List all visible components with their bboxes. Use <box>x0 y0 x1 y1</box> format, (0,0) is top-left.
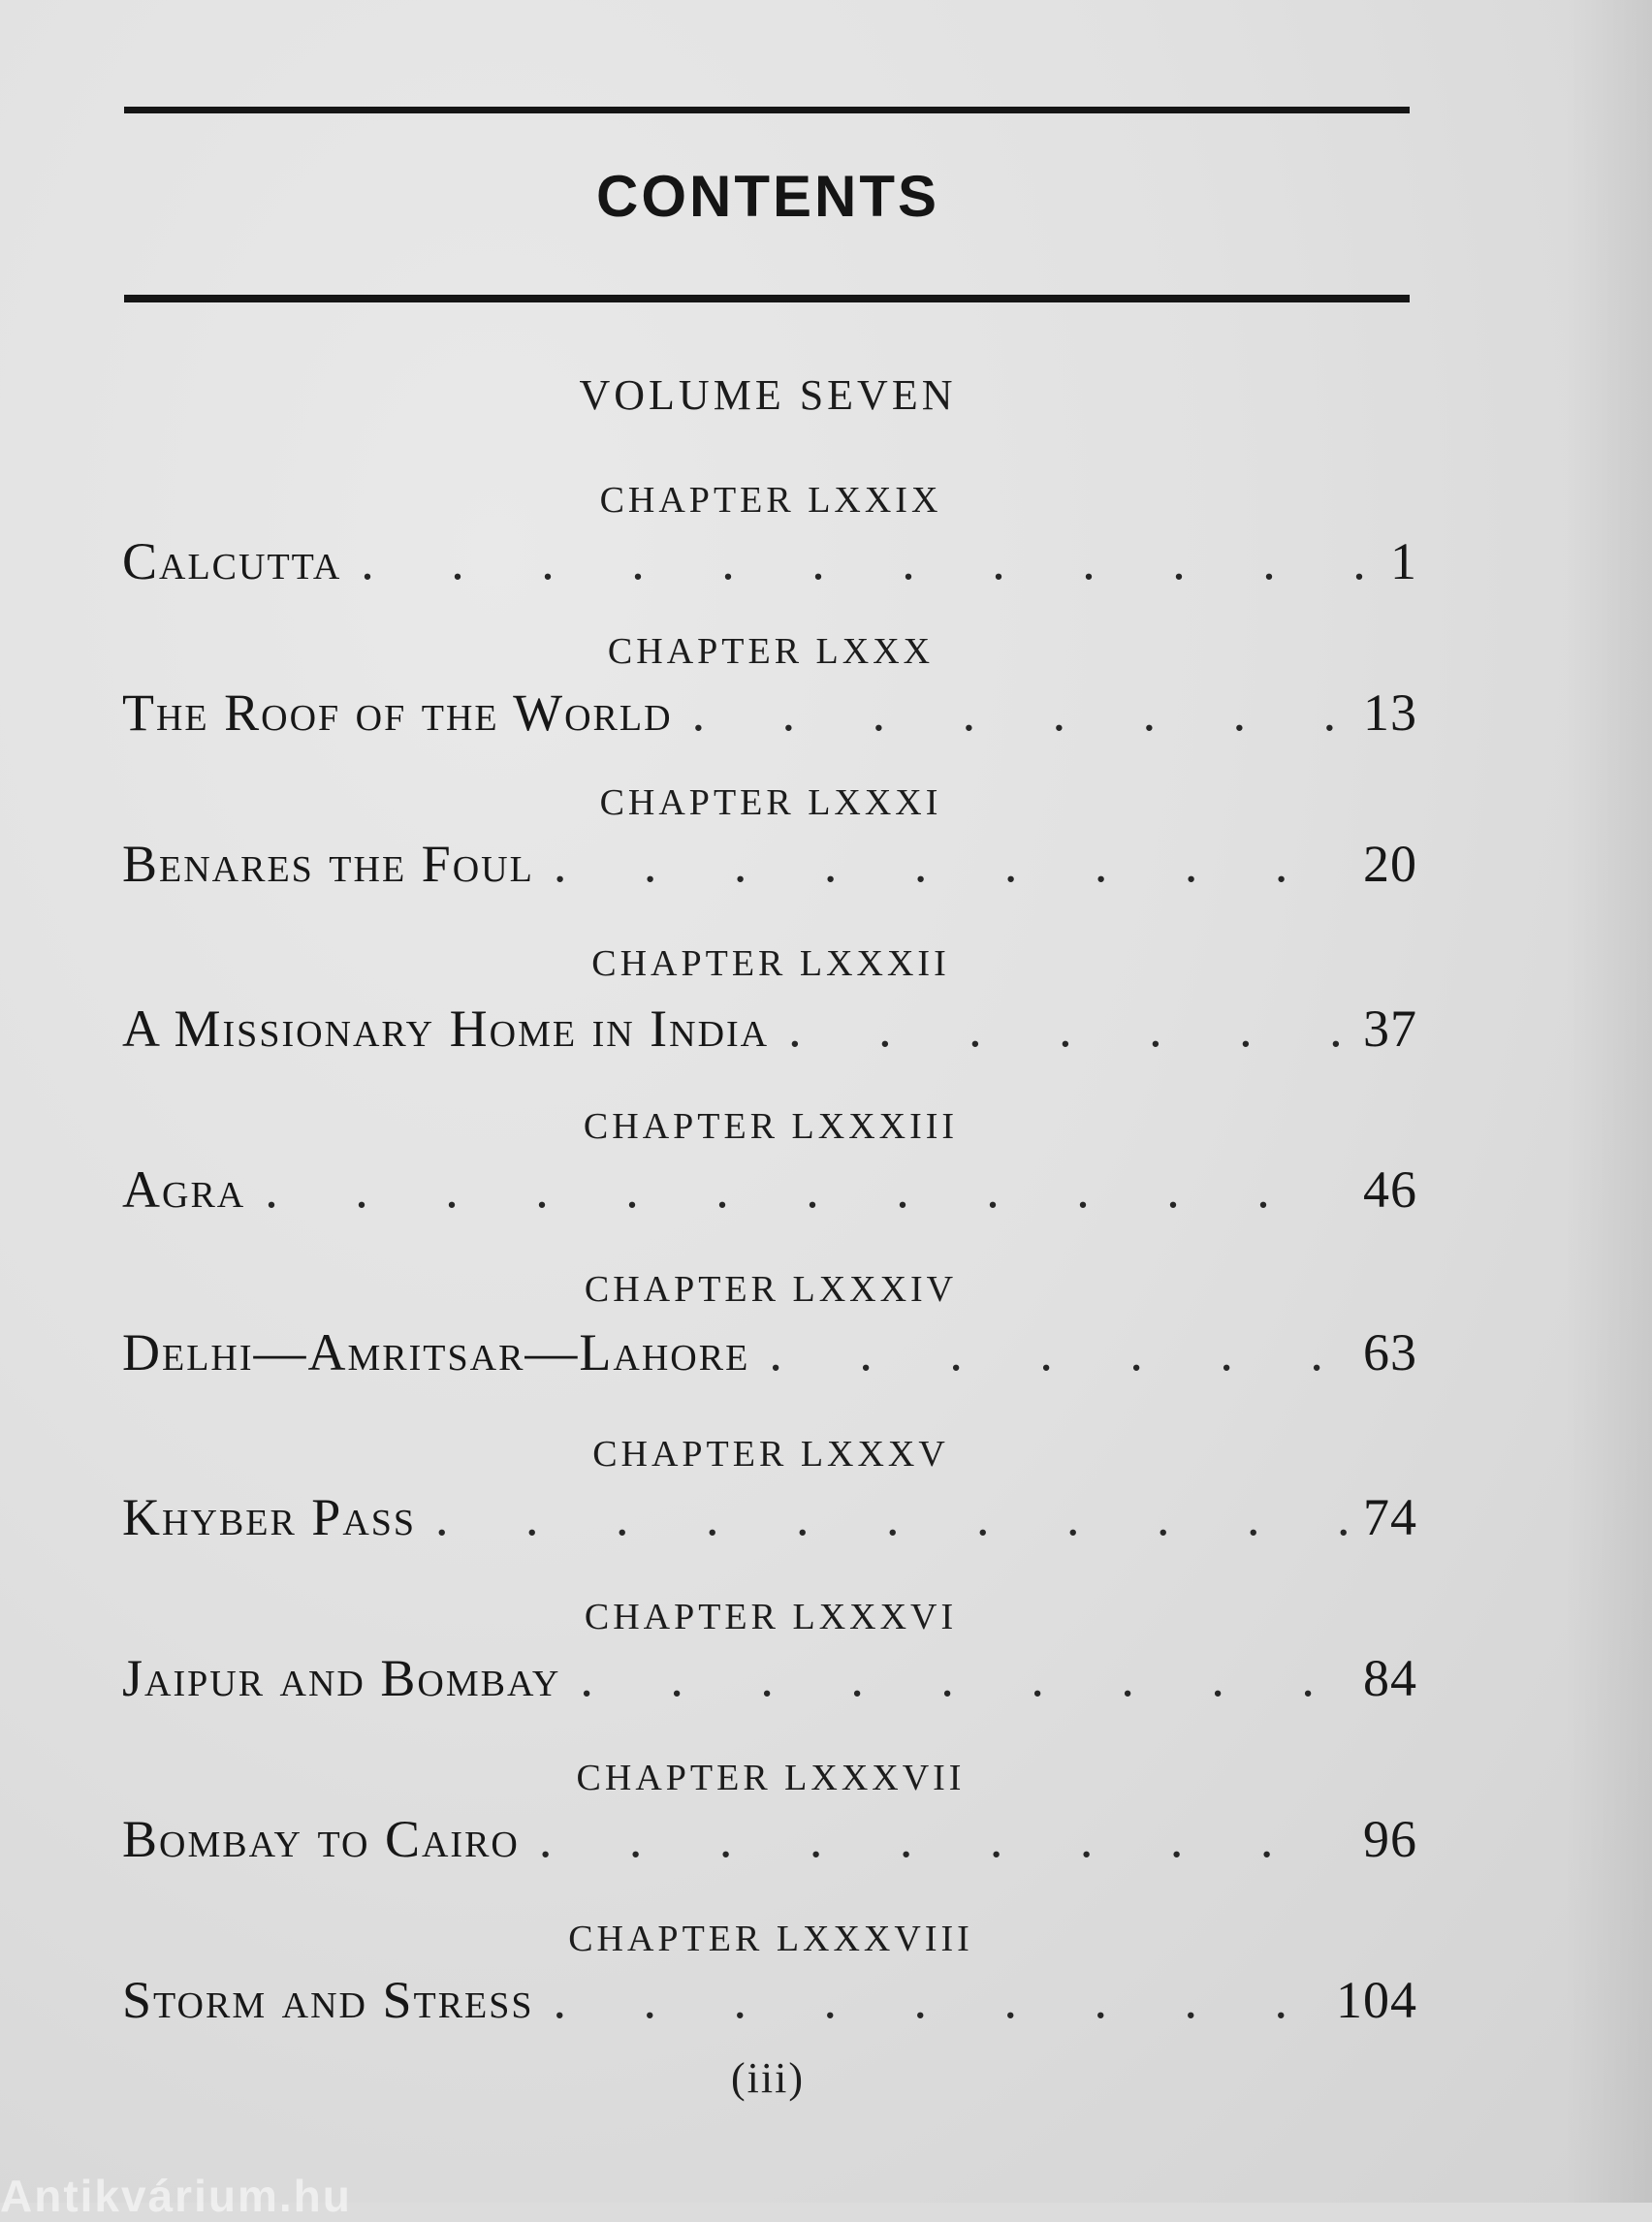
page-folio: (iii) <box>731 2054 805 2102</box>
dot-leader <box>554 834 1350 894</box>
toc-entry-title: Calcutta <box>122 532 342 590</box>
dot-leader <box>361 531 1377 591</box>
toc-entry-title: Benares the Foul <box>122 835 534 893</box>
dot-leader <box>435 1487 1350 1547</box>
toc-entry-page: 1 <box>1390 532 1417 590</box>
toc-entry[interactable] <box>122 1648 1417 1706</box>
chapter-heading: CHAPTER LXXXV <box>592 1434 949 1475</box>
toc-entry[interactable] <box>122 1487 1417 1545</box>
toc-entry[interactable] <box>122 999 1417 1057</box>
volume-heading: VOLUME SEVEN <box>579 371 957 419</box>
chapter-heading: CHAPTER LXXXII <box>591 943 950 984</box>
toc-entry-page: 63 <box>1363 1323 1417 1381</box>
dot-leader <box>580 1648 1350 1708</box>
top-rule <box>124 107 1410 113</box>
toc-entry[interactable] <box>122 1159 1417 1218</box>
toc-entry-title: Agra <box>122 1160 246 1219</box>
toc-entry-title: Bombay to Cairo <box>122 1810 520 1868</box>
toc-entry-title: Jaipur and Bombay <box>122 1649 561 1707</box>
chapter-heading: CHAPTER LXXXIII <box>583 1106 959 1147</box>
toc-entry[interactable] <box>122 531 1417 589</box>
toc-entry-title: A Missionary Home in India <box>122 1000 770 1058</box>
toc-entry-page: 74 <box>1363 1488 1417 1546</box>
dot-leader <box>692 682 1350 743</box>
toc-entry-title: Storm and Stress <box>122 1971 534 2029</box>
chapter-heading: CHAPTER LXXIX <box>599 480 942 521</box>
watermark: Antikvárium.hu <box>0 2171 352 2221</box>
chapter-heading: CHAPTER LXXXVIII <box>568 1919 973 1959</box>
toc-entry[interactable] <box>122 834 1417 892</box>
toc-entry-title: The Roof of the World <box>122 683 673 742</box>
toc-entry[interactable] <box>122 1322 1417 1381</box>
toc-entry-page: 20 <box>1363 835 1417 893</box>
chapter-heading: CHAPTER LXXXIV <box>584 1269 958 1310</box>
page-edge-shadow <box>1565 0 1652 2203</box>
dot-leader <box>265 1159 1350 1220</box>
toc-entry-page: 96 <box>1363 1810 1417 1868</box>
toc-entry-page: 46 <box>1363 1160 1417 1219</box>
toc-entry-page: 13 <box>1363 683 1417 742</box>
toc-entry-title: Khyber Pass <box>122 1488 417 1546</box>
toc-entry-page: 104 <box>1336 1971 1417 2029</box>
toc-entry-page: 84 <box>1363 1649 1417 1707</box>
toc-entry[interactable] <box>122 1809 1417 1867</box>
chapter-heading: CHAPTER LXXXI <box>599 782 942 823</box>
toc-entry[interactable] <box>122 682 1417 741</box>
chapter-heading: CHAPTER LXXX <box>607 631 935 672</box>
toc-entry-page: 37 <box>1363 1000 1417 1058</box>
page-title: CONTENTS <box>596 164 939 229</box>
dot-leader <box>539 1809 1350 1869</box>
dot-leader <box>788 999 1350 1059</box>
toc-entry-title: Delhi—Amritsar—Lahore <box>122 1323 750 1381</box>
chapter-heading: CHAPTER LXXXVI <box>584 1597 958 1637</box>
chapter-heading: CHAPTER LXXXVII <box>576 1758 966 1798</box>
dot-leader <box>554 1970 1322 2030</box>
dot-leader <box>769 1322 1350 1382</box>
toc-entry[interactable] <box>122 1970 1417 2028</box>
title-underline-rule <box>124 295 1410 302</box>
